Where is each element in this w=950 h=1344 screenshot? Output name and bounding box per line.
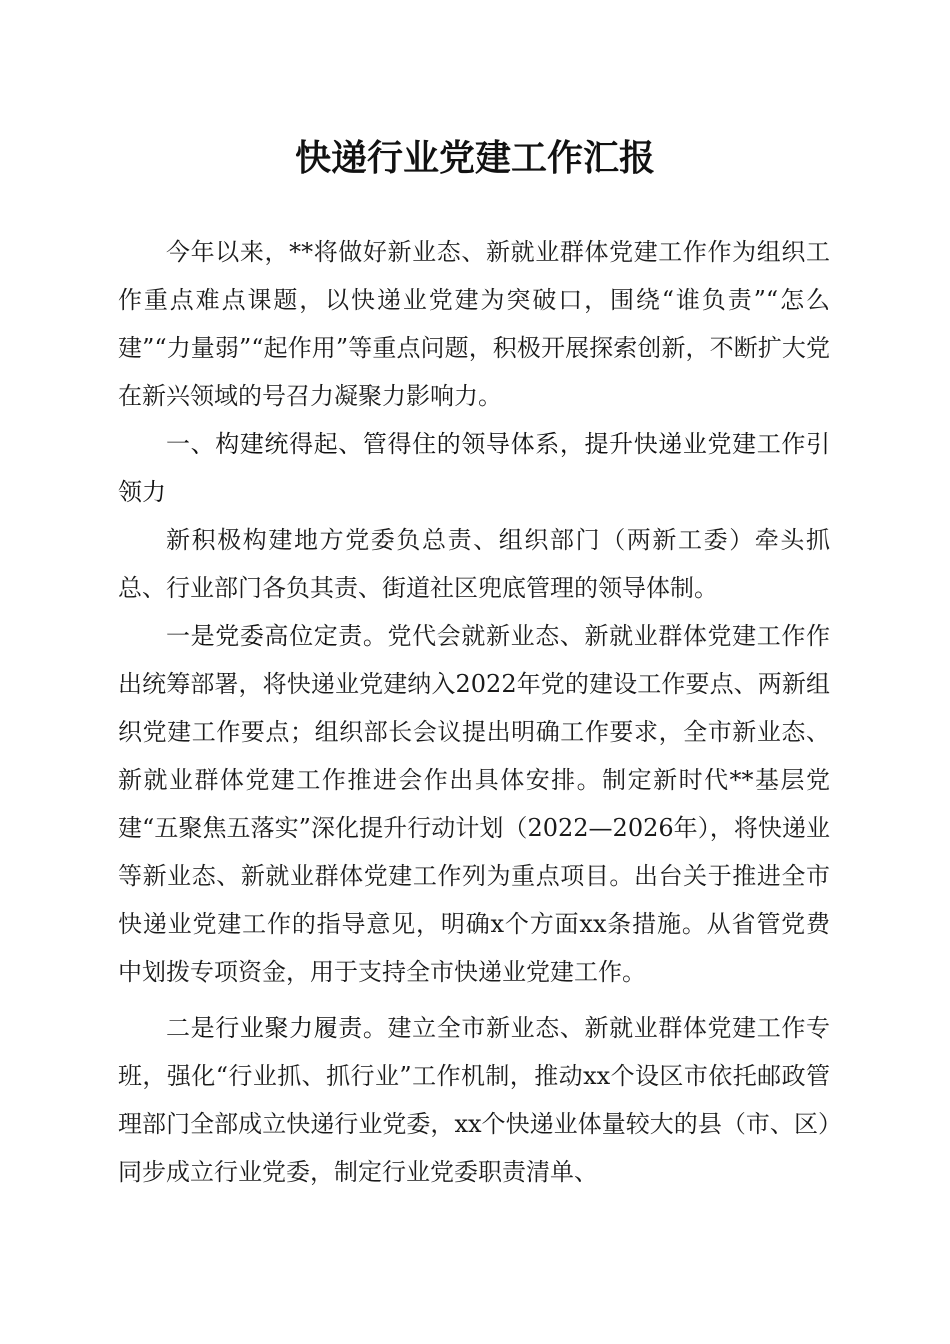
paragraph-text: 新积极构建地方党委负总责、组织部门（两新工委）牵头抓总、行业部门各负其责、街道社区兜底管理的领导体制。 [118, 526, 830, 602]
point-2-paragraph [118, 1004, 830, 1196]
section-1-intro-paragraph [118, 516, 830, 612]
point-lead: 二是行业聚力履责。 [166, 1014, 388, 1042]
paragraph-text: 今年以来，**将做好新业态、新就业群体党建工作作为组织工作重点难点课题，以快递业党建为突破口，围绕“谁负责”“怎么建”“力量弱”“起作用”等重点问题，积极开展探索创新，不断扩大党在新兴领域的号召力凝聚力影响力。 [118, 238, 830, 410]
section-heading-1 [118, 420, 830, 516]
paragraph-text: 建立全市新业态、新就业群体党建工作专班，强化“行业抓、抓行业”工作机制，推动xx个设区市依托邮政管理部门全部成立快递行业党委，xx个快递业体量较大的县（市、区）同步成立行业党委，制定行业党委职责清单、 [118, 1014, 831, 1186]
point-lead: 一是党委高位定责。 [166, 622, 388, 650]
section-heading-text: 一、构建统得起、管得住的领导体系，提升快递业党建工作引领力 [118, 430, 830, 506]
document-body [118, 228, 830, 1196]
paragraph-text: 党代会就新业态、新就业群体党建工作作出统筹部署，将快递业党建纳入2022年党的建设工作要点、两新组织党建工作要点；组织部长会议提出明确工作要求，全市新业态、新就业群体党建工作推进会作出具体安排。制定新时代**基层党建“五聚焦五落实”深化提升行动计划（2022—2026年），将快递业等新业态、新就业群体党建工作列为重点项目。出台关于推进全市快递业党建工作的指导意见，明确x个方面xx条措施。从省管党费中划拨专项资金，用于支持全市快递业党建工作。 [118, 622, 831, 986]
intro-paragraph [118, 228, 830, 420]
point-1-paragraph [118, 612, 830, 996]
document-title: 快递行业党建工作汇报 [294, 137, 655, 179]
